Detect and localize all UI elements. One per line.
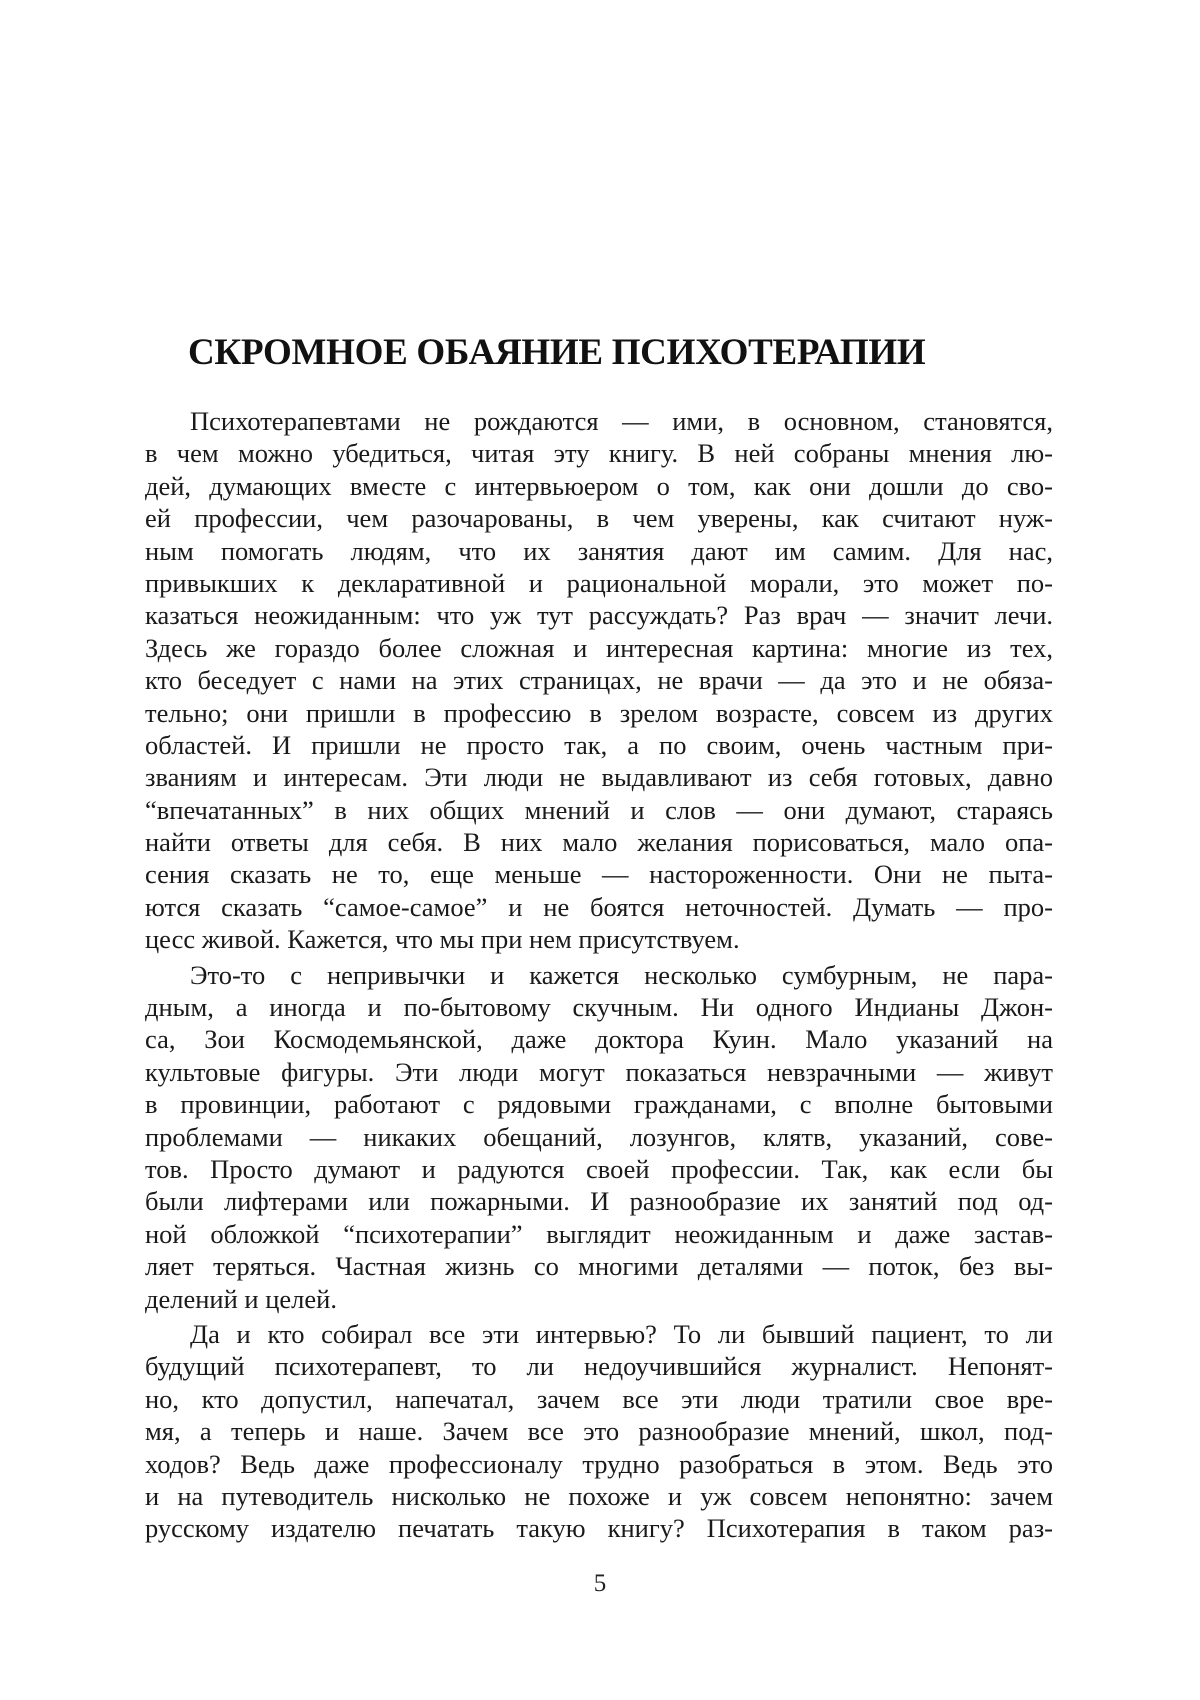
paragraph-1 bbox=[145, 405, 1053, 956]
text-line: Это-то с непривычки и кажется несколько сумбурным, не пара- bbox=[145, 959, 1053, 991]
text-line: проблемами — никаких обещаний, лозунгов, клятв, указаний, сове- bbox=[145, 1121, 1053, 1153]
text-line: цесс живой. Кажется, что мы при нем присутствуем. bbox=[145, 923, 1053, 955]
text-line: культовые фигуры. Эти люди могут показаться невзрачными — живут bbox=[145, 1056, 1053, 1088]
text-line: Здесь же гораздо более сложная и интересная картина: многие из тех, bbox=[145, 632, 1053, 664]
page-number: 5 bbox=[0, 1569, 1200, 1599]
text-line: ным помогать людям, что их занятия дают им самим. Для нас, bbox=[145, 535, 1053, 567]
text-line: ей профессии, чем разочарованы, в чем уверены, как считают нуж- bbox=[145, 502, 1053, 534]
text-line: в чем можно убедиться, читая эту книгу. В ней собраны мнения лю- bbox=[145, 437, 1053, 469]
text-line: ются сказать “самое-самое” и не боятся неточностей. Думать — про- bbox=[145, 891, 1053, 923]
text-line: были лифтерами или пожарными. И разнообразие их занятий под од- bbox=[145, 1185, 1053, 1217]
text-line: Да и кто собирал все эти интервью? То ли бывший пациент, то ли bbox=[145, 1318, 1053, 1350]
text-line: званиям и интересам. Эти люди не выдавливают из себя готовых, давно bbox=[145, 761, 1053, 793]
body-text bbox=[145, 405, 1053, 1548]
text-line: тов. Просто думают и радуются своей профессии. Так, как если бы bbox=[145, 1153, 1053, 1185]
text-line: но, кто допустил, напечатал, зачем все эти люди тратили свое вре- bbox=[145, 1383, 1053, 1415]
text-line: тельно; они пришли в профессию в зрелом возрасте, совсем из других bbox=[145, 697, 1053, 729]
text-line: кто беседует с нами на этих страницах, не врачи — да это и не обяза- bbox=[145, 664, 1053, 696]
paragraph-2 bbox=[145, 959, 1053, 1315]
text-line: дей, думающих вместе с интервьюером о том, как они дошли до сво- bbox=[145, 470, 1053, 502]
text-line: областей. И пришли не просто так, а по своим, очень частным при- bbox=[145, 729, 1053, 761]
book-page bbox=[0, 0, 1200, 1700]
text-line: и на путеводитель нисколько не похоже и уж совсем непонятно: зачем bbox=[145, 1480, 1053, 1512]
text-line: сения сказать не то, еще меньше — настороженности. Они не пыта- bbox=[145, 858, 1053, 890]
text-line: русскому издателю печатать такую книгу? Психотерапия в таком раз- bbox=[145, 1512, 1053, 1544]
chapter-title: СКРОМНОЕ ОБАЯНИЕ ПСИХОТЕРАПИИ bbox=[188, 331, 1068, 375]
text-line: привыкших к декларативной и рациональной морали, это может по- bbox=[145, 567, 1053, 599]
text-line: делений и целей. bbox=[145, 1283, 1053, 1315]
text-line: казаться неожиданным: что уж тут рассуждать? Раз врач — значит лечи. bbox=[145, 599, 1053, 631]
text-line: найти ответы для себя. В них мало желания порисоваться, мало опа- bbox=[145, 826, 1053, 858]
text-line: са, Зои Космодемьянской, даже доктора Куин. Мало указаний на bbox=[145, 1023, 1053, 1055]
paragraph-3 bbox=[145, 1318, 1053, 1545]
text-line: Психотерапевтами не рождаются — ими, в основном, становятся, bbox=[145, 405, 1053, 437]
text-line: ной обложкой “психотерапии” выглядит неожиданным и даже застав- bbox=[145, 1218, 1053, 1250]
text-line: “впечатанных” в них общих мнений и слов — они думают, стараясь bbox=[145, 794, 1053, 826]
text-line: мя, а теперь и наше. Зачем все это разнообразие мнений, школ, под- bbox=[145, 1415, 1053, 1447]
text-line: будущий психотерапевт, то ли недоучившийся журналист. Непонят- bbox=[145, 1350, 1053, 1382]
text-line: в провинции, работают с рядовыми гражданами, с вполне бытовыми bbox=[145, 1088, 1053, 1120]
text-line: ходов? Ведь даже профессионалу трудно разобраться в этом. Ведь это bbox=[145, 1448, 1053, 1480]
text-line: ляет теряться. Частная жизнь со многими деталями — поток, без вы- bbox=[145, 1250, 1053, 1282]
text-line: дным, а иногда и по-бытовому скучным. Ни одного Индианы Джон- bbox=[145, 991, 1053, 1023]
